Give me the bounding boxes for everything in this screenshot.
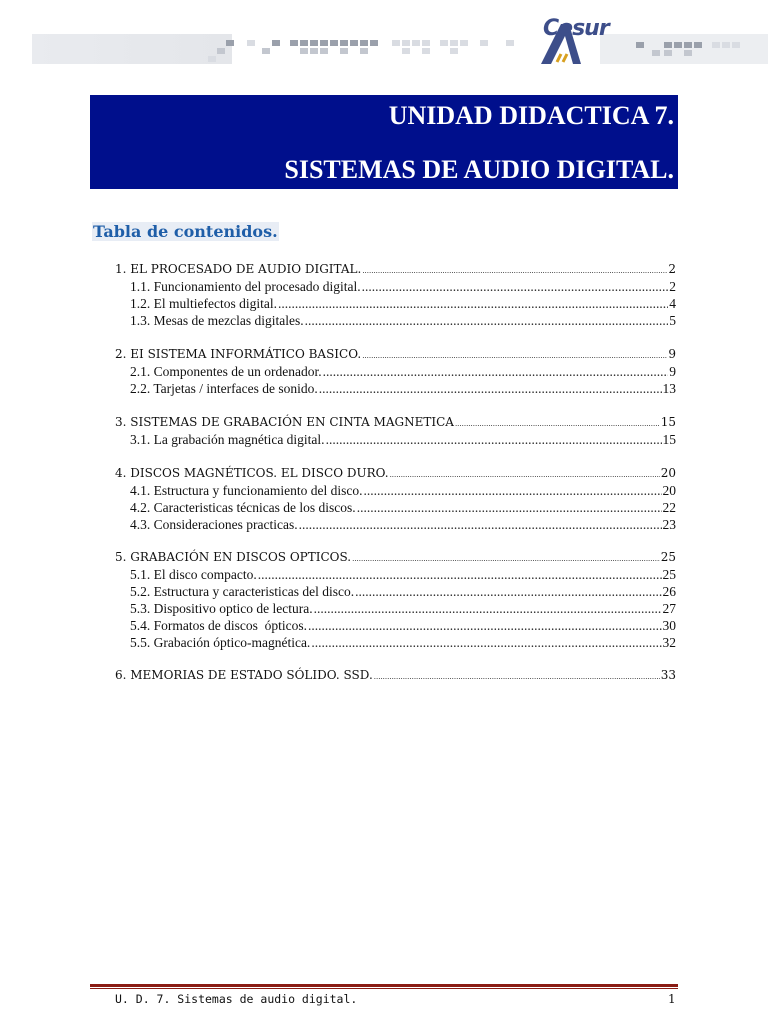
toc-entry-5-4[interactable] <box>115 618 676 636</box>
footer-page-number: 1 <box>668 992 676 1006</box>
footer-text: U. D. 7. Sistemas de audio digital. <box>115 992 358 1006</box>
toc-entry-6[interactable] <box>115 668 676 686</box>
toc-entry-page: 15 <box>660 415 676 429</box>
toc-entry-2-2[interactable] <box>115 381 676 399</box>
toc-entry-page: 30 <box>662 618 676 633</box>
toc-entry-label: 6. MEMORIAS DE ESTADO SÓLIDO. SSD. <box>115 668 373 682</box>
toc-entry-page: 9 <box>668 347 676 361</box>
toc-entry-page: 13 <box>662 381 676 396</box>
toc-entry-page: 23 <box>662 517 676 532</box>
header-banner-left <box>32 34 232 64</box>
toc-entry-label: 1. EL PROCESADO DE AUDIO DIGITAL. <box>115 262 362 276</box>
toc-entry-4-3[interactable] <box>115 517 676 535</box>
toc-entry-label: 5.4. Formatos de discos ópticos. <box>130 618 307 633</box>
header-banner-right <box>600 34 768 64</box>
toc-entry-label: 4.1. Estructura y funcionamiento del disco. <box>130 483 363 498</box>
toc-entry-1-2[interactable] <box>115 296 676 314</box>
toc-entry-4-1[interactable] <box>115 483 676 501</box>
toc-entry-page: 25 <box>662 567 676 582</box>
toc-entry-5-5[interactable] <box>115 635 676 653</box>
toc-entry-page: 20 <box>660 466 676 480</box>
toc-entry-page: 5 <box>669 313 676 328</box>
toc-entry-page: 4 <box>669 296 676 311</box>
footer-rule-thin <box>90 988 678 989</box>
toc-entry-label: 5.1. El disco compacto. <box>130 567 257 582</box>
unit-title: UNIDAD DIDACTICA 7. <box>388 101 674 130</box>
toc-entry-label: 5.3. Dispositivo optico de lectura. <box>130 601 313 616</box>
toc-entry-1-1[interactable] <box>115 279 676 297</box>
toc-entry-page: 27 <box>662 601 676 616</box>
toc-entry-page: 32 <box>662 635 676 650</box>
toc-entry-label: 5. GRABACIÓN EN DISCOS OPTICOS. <box>115 550 352 564</box>
toc-entry-5[interactable] <box>115 550 676 568</box>
toc-entry-label: 1.3. Mesas de mezclas digitales. <box>130 313 304 328</box>
toc-entry-label: 1.2. El multiefectos digital. <box>130 296 277 311</box>
toc-entry-1-3[interactable] <box>115 313 676 331</box>
logo-text: Cesur <box>543 16 609 41</box>
toc-entry-label: 5.5. Grabación óptico-magnética. <box>130 635 311 650</box>
toc-entry-5-3[interactable] <box>115 601 676 619</box>
toc-entry-page: 33 <box>660 668 676 682</box>
unit-subtitle: SISTEMAS DE AUDIO DIGITAL. <box>284 155 674 184</box>
toc-entry-label: 2.2. Tarjetas / interfaces de sonido. <box>130 381 318 396</box>
toc-entry-page: 20 <box>662 483 676 498</box>
toc-entry-2-1[interactable] <box>115 364 676 382</box>
toc-entry-page: 26 <box>662 584 676 599</box>
cesur-logo <box>535 10 609 66</box>
toc-entry-4[interactable] <box>115 466 676 484</box>
toc-entry-page: 22 <box>662 500 676 515</box>
toc-entry-4-2[interactable] <box>115 500 676 518</box>
toc-entry-label: 3.1. La grabación magnética digital. <box>130 432 325 447</box>
toc-entry-label: 1.1. Funcionamiento del procesado digital. <box>130 279 361 294</box>
toc-entry-3-1[interactable] <box>115 432 676 450</box>
toc-entry-page: 2 <box>668 262 676 276</box>
title-block <box>90 95 678 189</box>
toc-entry-page: 25 <box>660 550 676 564</box>
toc-entry-label: 2. EI SISTEMA INFORMÁTICO BASICO. <box>115 347 362 361</box>
toc-entry-label: 5.2. Estructura y caracteristicas del disco. <box>130 584 355 599</box>
toc-entry-label: 4. DISCOS MAGNÉTICOS. EL DISCO DURO. <box>115 466 389 480</box>
toc-entry-label: 4.2. Caracteristicas técnicas de los discos. <box>130 500 356 515</box>
toc-entry-5-1[interactable] <box>115 567 676 585</box>
toc-entry-page: 2 <box>669 279 676 294</box>
toc-entry-5-2[interactable] <box>115 584 676 602</box>
toc-entry-1[interactable] <box>115 262 676 280</box>
toc-entry-label: 4.3. Consideraciones practicas. <box>130 517 298 532</box>
toc-entry-page: 9 <box>669 364 676 379</box>
toc-entry-page: 15 <box>662 432 676 447</box>
toc-entry-2[interactable] <box>115 347 676 365</box>
toc-entry-label: 2.1. Componentes de un ordenador. <box>130 364 322 379</box>
toc-heading: Tabla de contenidos. <box>93 222 278 241</box>
toc-entry-label: 3. SISTEMAS DE GRABACIÓN EN CINTA MAGNETICA <box>115 415 454 429</box>
footer-rule-thick <box>90 984 678 987</box>
toc-entry-3[interactable] <box>115 415 676 433</box>
